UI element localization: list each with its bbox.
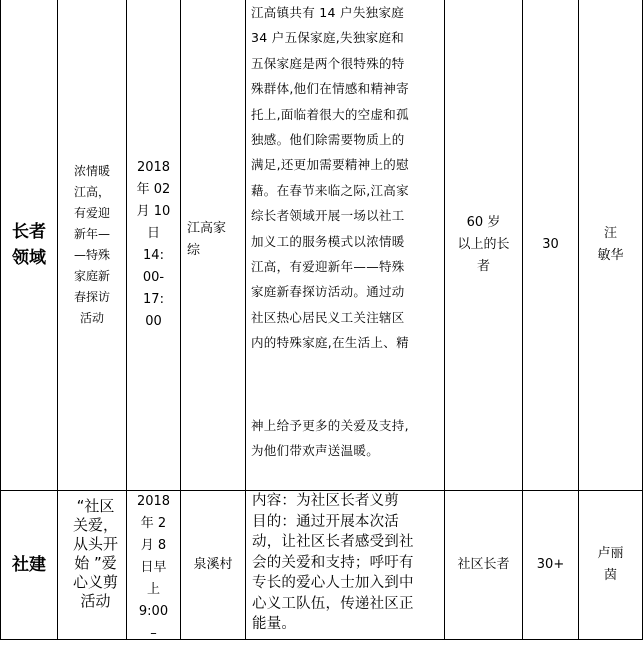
row2-location: 泉溪村: [193, 557, 233, 572]
row2-count: 30+: [536, 557, 565, 572]
row1-event-name: 浓情暖 江高， 有爱迎 新年— —特殊 家庭新 春探访 活动: [73, 164, 110, 325]
row2-person: 卢丽 茵: [597, 546, 624, 583]
row2-event-name: “社区 关爱， 从头开 始 ”爱 心义剪 活动: [72, 497, 118, 610]
row1-count: 30: [542, 237, 559, 252]
row1-content-tail: 神上给予更多的关爱及支持, 为他们带欢声送温暖。: [251, 418, 409, 459]
row1-location: 江高家 综: [187, 221, 227, 258]
row1-time: 2018 年 02 月 10 日 14: 00- 17: 00: [136, 160, 171, 329]
row2-target: 社区长者: [457, 557, 510, 572]
row2-domain: 社建: [12, 555, 46, 575]
row1-domain: 长者 领域: [12, 222, 46, 268]
row2-content: 内容：为社区长者义剪 目的：通过开展本次活 动，让社区长者感受到社 会的关爱和支持；呼吁有 专长的爱心人士加入到中 心义工队伍，传递社区正 能量。: [252, 493, 414, 632]
row1-person: 汪 敏华: [597, 226, 624, 263]
row1-content: 江高镇共有 14 户失独家庭 34 户五保家庭,失独家庭和 五保家庭是两个很特殊的特 殊群体,他们在情感和精神寄 托上,面临着很大的空虚和孤 独感。他们除需要物质上的 满足,还更加需要精神上的慰 藉。在春节来临之际,江高家 综长者领域开展一场以社工 加义工的服务模式以浓情暖 江高，有爱迎新年——特殊 家庭新春探访活动。通过动 社区热心居民义工关注辖区 内的特殊家庭,在生活上、精: [251, 5, 409, 351]
row1-target: 60 岁 以上的长 者: [457, 215, 510, 274]
row2-time: 2018 年 2 月 8 日早 上 9:00 –: [136, 494, 171, 641]
